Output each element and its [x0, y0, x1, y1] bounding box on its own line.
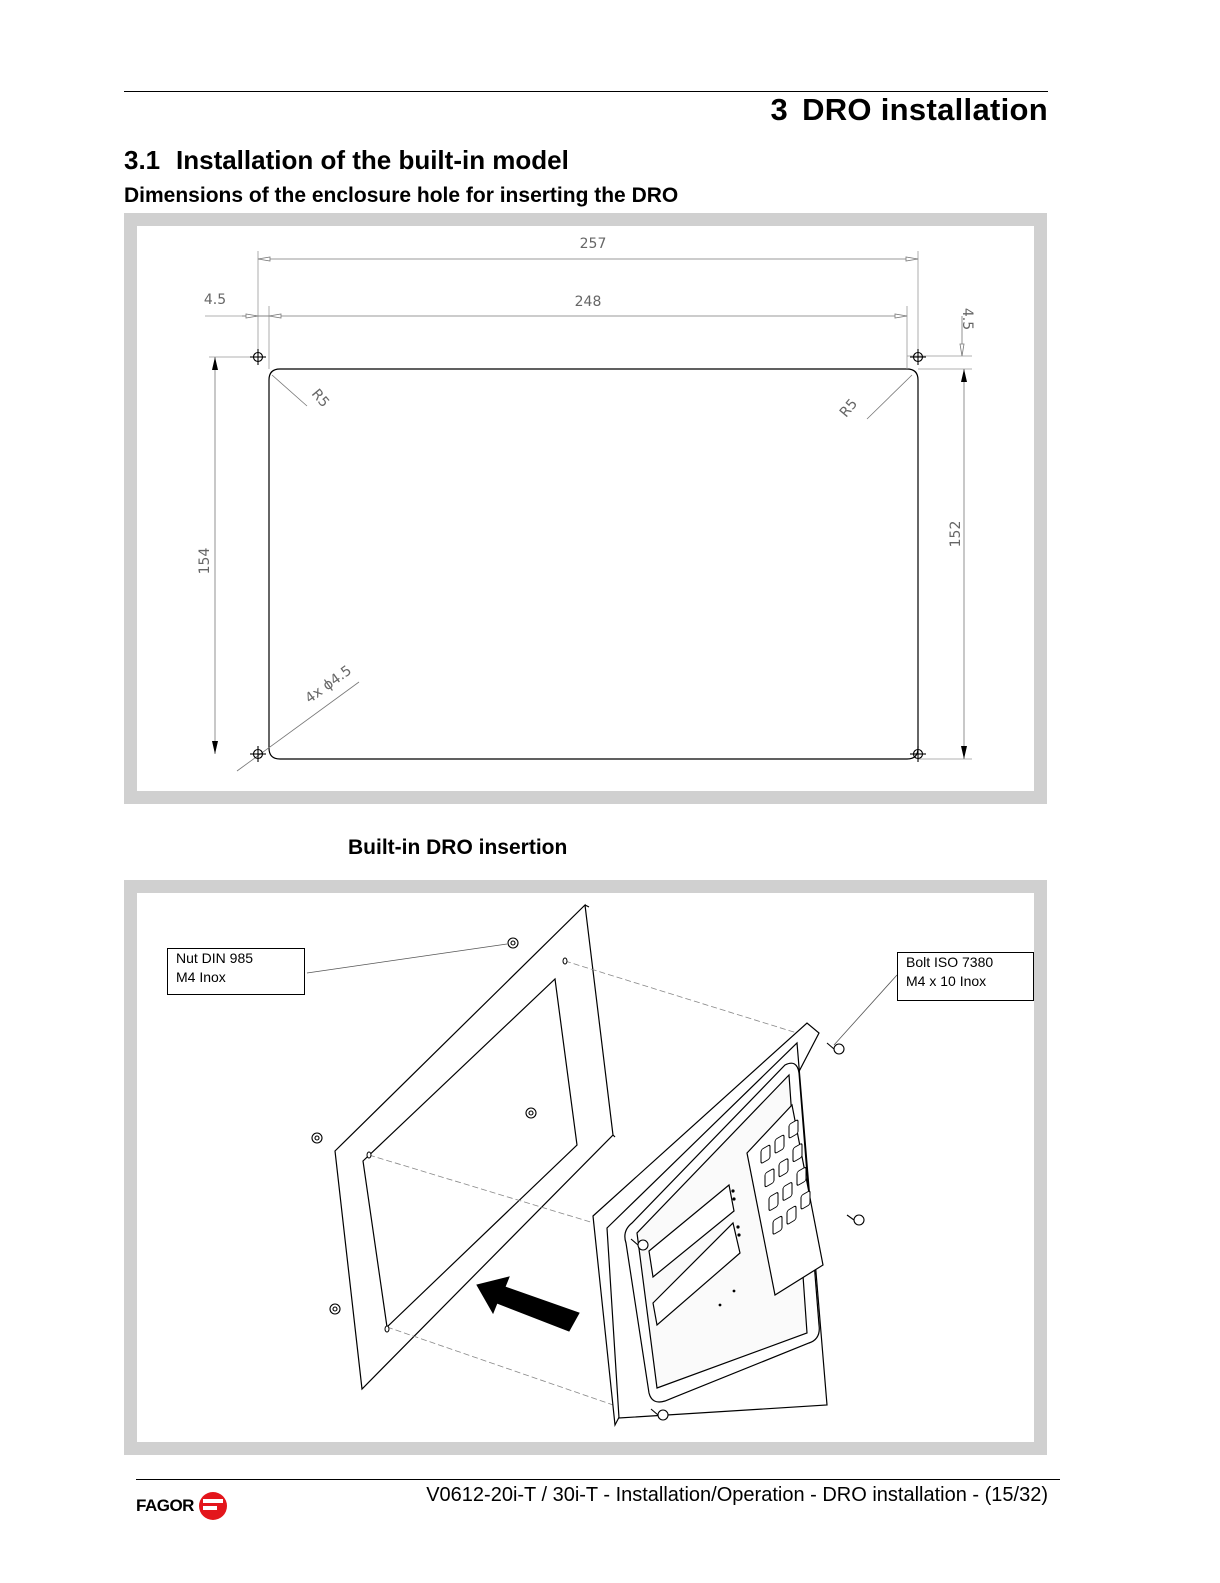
- callout-bolt-line2: M4 x 10 Inox: [906, 973, 987, 989]
- dim-hole-offset-right: 4.5: [959, 307, 975, 331]
- leader-radius-right: [867, 375, 912, 419]
- callout-nut-line1: Nut DIN 985: [176, 950, 254, 966]
- mounting-holes: [250, 349, 926, 762]
- figure1-heading: Dimensions of the enclosure hole for inserting the DRO: [124, 184, 679, 207]
- dimension-drawing-svg: [137, 226, 1034, 791]
- cutout-outline: [269, 369, 918, 759]
- bolt-icon: [834, 1044, 844, 1054]
- section-number: 3.1: [124, 145, 161, 175]
- bolt-icon: [638, 1240, 648, 1250]
- section-title-text: Installation of the built-in model: [176, 145, 569, 175]
- leader-radius-left: [272, 375, 307, 406]
- dim-overall-height: 154: [197, 547, 213, 575]
- dim-inner-width: 248: [574, 294, 602, 310]
- dim-overall-width: 257: [579, 236, 607, 252]
- dimension-drawing-frame: [124, 213, 1047, 804]
- dim-holes: 4x ϕ4.5: [302, 662, 355, 707]
- dim-radius-right: R5: [836, 396, 862, 421]
- fagor-logo: [136, 1490, 229, 1522]
- figure2-caption: Built-in DRO insertion: [348, 836, 568, 859]
- chapter-number: 3: [770, 92, 789, 127]
- chapter-title-text: DRO installation: [802, 92, 1048, 127]
- footer-rule: [136, 1479, 1060, 1480]
- dro-unit: [593, 1023, 827, 1425]
- insertion-drawing: [137, 893, 1034, 1442]
- bolt-icon: [854, 1215, 864, 1225]
- section-title: [124, 145, 569, 176]
- insertion-arrow-icon: [477, 1277, 579, 1331]
- chapter-title: [771, 92, 1048, 128]
- leader-bolt: [834, 975, 897, 1045]
- callout-bolt: [897, 952, 1034, 1001]
- logo-text: FAGOR: [136, 1496, 194, 1515]
- insertion-drawing-frame: [124, 880, 1047, 1455]
- footer-text: V0612-20i-T / 30i-T - Installation/Operation - DRO installation - (15/32): [426, 1484, 1048, 1506]
- dimension-drawing: [137, 226, 1034, 791]
- fagor-logo-icon: [197, 1490, 229, 1522]
- callout-nut: [167, 948, 305, 995]
- dim-hole-offset-left: 4.5: [203, 292, 227, 308]
- leader-nut: [307, 944, 507, 973]
- callout-nut-line2: M4 Inox: [176, 969, 226, 985]
- bolt-icon: [658, 1410, 668, 1420]
- dim-inner-height: 152: [948, 520, 964, 548]
- dim-radius-left: R5: [307, 386, 333, 411]
- callout-bolt-line1: Bolt ISO 7380: [906, 954, 994, 970]
